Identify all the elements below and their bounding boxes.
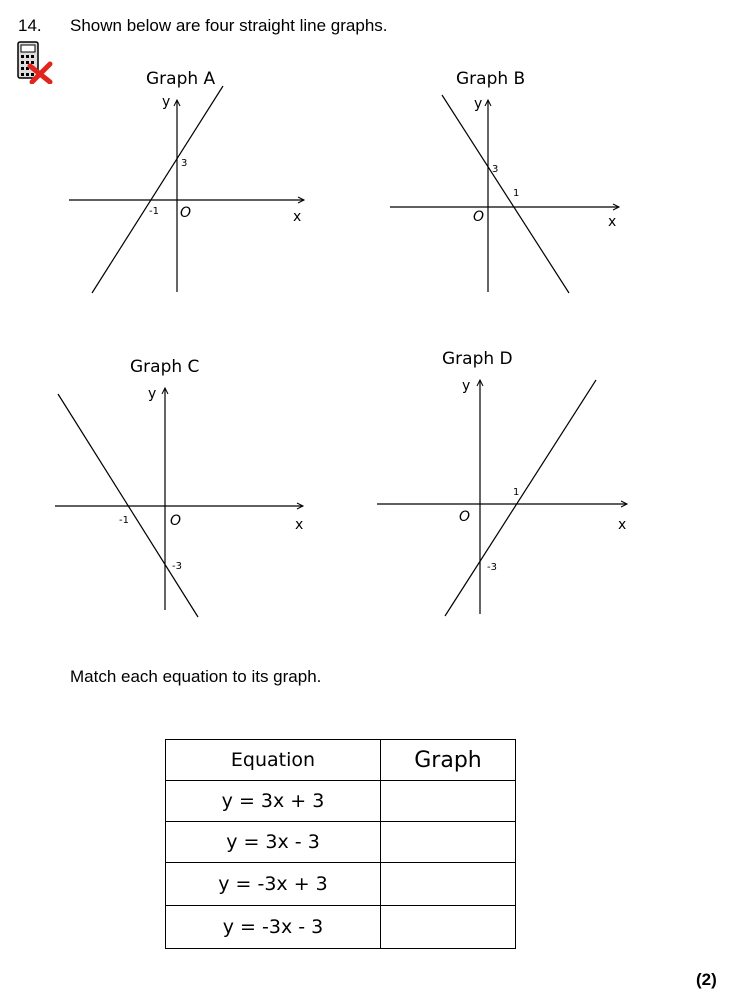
- equation-table: [165, 739, 516, 949]
- origin-label: O: [180, 205, 192, 221]
- no-calculator-icon: [16, 40, 56, 84]
- x-axis-label: x: [618, 517, 627, 533]
- graph-b: [380, 60, 640, 300]
- graph-answer-cell[interactable]: [381, 822, 516, 863]
- table-header-row: [166, 740, 516, 781]
- header-equation: Equation: [166, 740, 381, 781]
- x-intercept-label: -1: [149, 206, 159, 217]
- graph-title: Graph A: [146, 69, 216, 89]
- equation-cell: y = 3x + 3: [166, 781, 381, 822]
- x-intercept-label: 1: [513, 487, 520, 498]
- x-axis-label: x: [608, 214, 617, 230]
- graph-line: [445, 380, 596, 616]
- graph-d: [370, 340, 640, 620]
- equation-cell: y = -3x + 3: [166, 863, 381, 906]
- table-row: [166, 863, 516, 906]
- marks-label: (2): [696, 970, 717, 989]
- graph-answer-cell[interactable]: [381, 863, 516, 906]
- origin-label: O: [459, 509, 471, 525]
- equation-cell: y = 3x - 3: [166, 822, 381, 863]
- x-axis-label: x: [295, 517, 304, 533]
- y-intercept-label: 3: [492, 164, 499, 175]
- equation-cell: y = -3x - 3: [166, 906, 381, 949]
- graph-title: Graph B: [456, 69, 526, 89]
- y-axis-label: y: [474, 96, 483, 112]
- x-intercept-label: 1: [513, 188, 520, 199]
- question-number: 14.: [18, 16, 42, 35]
- table-row: [166, 906, 516, 949]
- table-row: [166, 781, 516, 822]
- graph-answer-cell[interactable]: [381, 906, 516, 949]
- graph-a: [60, 60, 320, 300]
- x-axis-label: x: [293, 209, 302, 225]
- graph-line: [442, 95, 569, 293]
- x-intercept-label: -1: [119, 515, 129, 526]
- question-text: Shown below are four straight line graphs.: [70, 16, 388, 35]
- y-axis-label: y: [462, 378, 471, 394]
- graph-title: Graph D: [442, 349, 513, 369]
- origin-label: O: [170, 513, 182, 529]
- graph-c: [50, 350, 320, 620]
- y-intercept-label: -3: [487, 562, 497, 573]
- graph-title: Graph C: [130, 357, 200, 377]
- y-axis-label: y: [148, 386, 157, 402]
- graph-line: [92, 86, 223, 293]
- y-intercept-label: -3: [172, 561, 182, 572]
- table-row: [166, 822, 516, 863]
- header-graph: Graph: [381, 740, 516, 781]
- y-intercept-label: 3: [181, 158, 188, 169]
- instruction-text: Match each equation to its graph.: [70, 667, 322, 686]
- origin-label: O: [473, 209, 485, 225]
- y-axis-label: y: [162, 94, 171, 110]
- graph-answer-cell[interactable]: [381, 781, 516, 822]
